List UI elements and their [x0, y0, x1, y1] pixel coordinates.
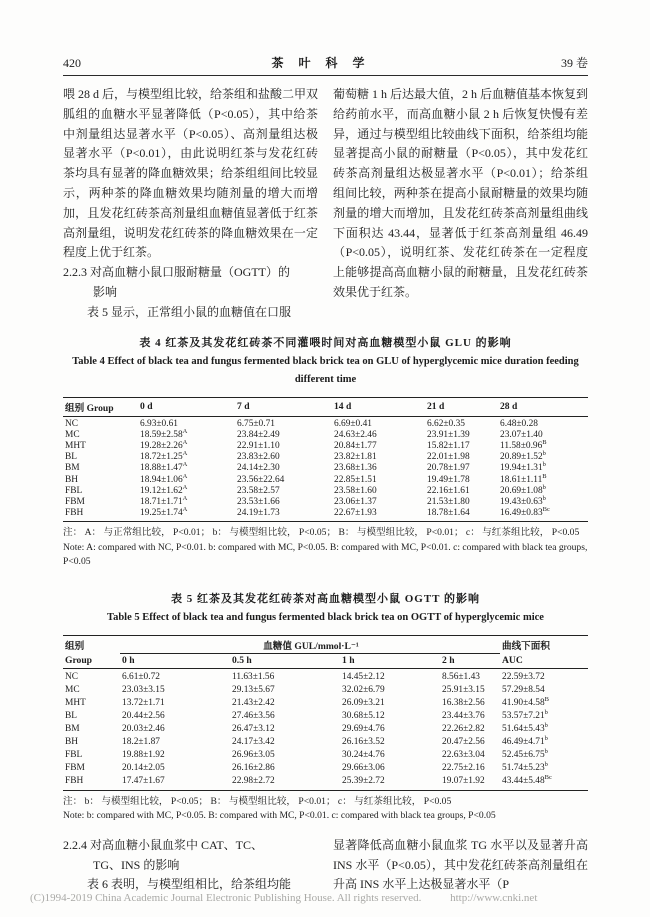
- table-cell: BL: [65, 452, 77, 463]
- paragraph: 显著降低高血糖小鼠血浆 TG 水平以及显著升高 INS 水平（P<0.05），其中发花红砖茶高剂量组在升高 INS 水平上达极显著水平（P: [333, 837, 588, 892]
- table-cell: 23.84±2.49: [237, 429, 280, 440]
- column-header: 1 h: [340, 653, 440, 668]
- table-cell: 20.44±2.56: [122, 710, 165, 721]
- table5-note: [63, 795, 588, 824]
- table-cell: 22.91±1.10: [237, 440, 280, 451]
- table-cell: $18.88\pm 1.47^A$: [140, 461, 188, 474]
- table4-caption: [63, 334, 588, 389]
- table-cell: 29.66±3.06: [342, 762, 385, 773]
- table-cell: 26.47±3.12: [232, 723, 275, 734]
- table-cell: 23.58±2.57: [237, 485, 280, 496]
- table-row: [63, 723, 588, 736]
- table-cell: 6.75±0.71: [237, 418, 275, 429]
- column-header: 14 d: [332, 397, 425, 416]
- table4-caption-en: Table 4 Effect of black tea and fungus fermented black brick tea on GLU of hyperglycemic mice duration feeding different time: [72, 355, 579, 385]
- auc-header-cn: 曲线下面积: [502, 641, 550, 653]
- table-row: [63, 697, 588, 710]
- table-cell: 22.98±2.72: [232, 775, 275, 786]
- table5-header-row2: [63, 653, 588, 668]
- table4-caption-cn: 表 4 红茶及其发花红砖茶不同灌喂时间对高血糖模型小鼠 GLU 的影响: [139, 336, 512, 349]
- table-cell: 46.49±4.71$^b$: [502, 734, 548, 747]
- table-cell: 29.69±4.76: [342, 723, 385, 734]
- table-cell: $18.71\pm 1.71^A$: [140, 494, 188, 507]
- table-cell: 22.63±3.04: [442, 749, 485, 760]
- table-cell: 6.69±0.41: [334, 418, 372, 429]
- table5-caption-cn: 表 5 红茶及其发花红砖茶对高血糖模型小鼠 OGTT 的影响: [170, 592, 481, 605]
- scan-footer: [30, 892, 626, 904]
- table-cell: 23.07±1.40: [500, 429, 543, 440]
- table-cell: 24.17±3.42: [232, 736, 275, 747]
- table-cell: 51.64±5.43$^b$: [502, 721, 548, 734]
- table-cell: 22.59±3.72: [502, 671, 545, 682]
- table-cell: 14.45±2.12: [342, 671, 385, 682]
- table-cell: $19.25\pm 1.74^A$: [140, 506, 188, 519]
- table-cell: 24.19±1.73: [237, 508, 280, 519]
- table-cell: 22.01±1.98: [427, 452, 470, 463]
- right-column: [333, 85, 588, 323]
- table-row: [63, 463, 588, 474]
- section-heading-224: 2.2.4 对高血糖小鼠血浆中 CAT、TC、: [63, 837, 264, 852]
- paragraph: 表 6 表明，与模型组相比，给茶组均能: [87, 877, 292, 892]
- table-cell: 20.89±1.52$^b$: [500, 450, 546, 463]
- table-cell: BM: [65, 723, 80, 734]
- table5-note-en: Note: b: compared with MC, P<0.05. B: compared with MC, P<0.01. c: compared with black tea groups, P<0.05: [63, 810, 496, 822]
- table-cell: $18.94\pm 1.06^A$: [140, 472, 188, 485]
- column-header: AUC: [500, 653, 588, 668]
- bottom-left-column: [63, 836, 318, 895]
- table-cell: 29.13±5.67: [232, 684, 275, 695]
- table-cell: 20.14±2.05: [122, 762, 165, 773]
- column-header: 21 d: [425, 397, 498, 416]
- table-cell: $18.61\pm 1.11^B$: [500, 472, 547, 485]
- table-row: [63, 749, 588, 762]
- table-cell: $41.90\pm 4.58^B$: [502, 695, 549, 708]
- table-cell: 8.56±1.43: [442, 671, 480, 682]
- table-row: [63, 762, 588, 775]
- table-cell: 19.07±1.92: [442, 775, 485, 786]
- table-cell: 51.74±5.23$^b$: [502, 760, 548, 773]
- table-cell: $18.59\pm 2.58^A$: [140, 427, 188, 440]
- table-cell: 23.82±1.81: [334, 452, 377, 463]
- table-cell: BH: [65, 736, 79, 747]
- table-row: [63, 497, 588, 508]
- table-cell: 22.75±2.16: [442, 762, 485, 773]
- table-cell: 23.03±3.15: [122, 684, 165, 695]
- table-cell: BM: [65, 463, 80, 474]
- cnki-url: http://www.cnki.net: [450, 892, 538, 904]
- column-header: Group: [63, 653, 120, 668]
- table-cell: NC: [65, 671, 79, 682]
- table-cell: FBM: [65, 762, 85, 773]
- table-cell: BH: [65, 474, 79, 485]
- column-header: 28 d: [498, 397, 588, 416]
- table-cell: 6.48±0.28: [500, 418, 538, 429]
- table4: [63, 397, 588, 523]
- table-cell: 21.43±2.42: [232, 697, 275, 708]
- table-row: [63, 486, 588, 497]
- table4-note: [63, 526, 588, 570]
- table-cell: FBL: [65, 485, 83, 496]
- table-cell: 15.82±1.17: [427, 440, 470, 451]
- table-cell: 19.88±1.92: [122, 749, 165, 760]
- bottom-text-columns: [63, 836, 588, 895]
- table5-note-cn: 注： b： 与模型组比较， P<0.05； B： 与模型组比较， P<0.01； c： 与红茶组比较， P<0.05: [63, 795, 452, 807]
- table-cell: $43.44\pm 5.48^{Bc}$: [502, 773, 552, 786]
- table-cell: 6.61±0.72: [122, 671, 160, 682]
- table-row: [63, 441, 588, 452]
- table5-caption-en: Table 5 Effect of black tea and fungus fermented black brick tea on OGTT of hyperglycemic mice: [107, 611, 544, 623]
- table-cell: FBH: [65, 508, 84, 519]
- body-text-columns: [63, 85, 588, 323]
- table-cell: NC: [65, 418, 79, 429]
- table-cell: MC: [65, 429, 80, 440]
- table-row: [63, 416, 588, 430]
- glucose-span-header: 血糖值 GUL/mmol·L⁻¹: [120, 635, 500, 653]
- table-cell: 23.06±1.37: [334, 496, 377, 507]
- table-cell: FBM: [65, 496, 85, 507]
- table-cell: 20.78±1.97: [427, 463, 470, 474]
- table-cell: 23.44±3.76: [442, 710, 485, 721]
- table-cell: MHT: [65, 697, 86, 708]
- table-cell: FBH: [65, 775, 84, 786]
- table-cell: 26.09±3.21: [342, 697, 385, 708]
- table-cell: 19.49±1.78: [427, 474, 470, 485]
- table-cell: 23.83±2.60: [237, 452, 280, 463]
- table-cell: $11.58\pm 0.96^B$: [500, 438, 547, 451]
- table-cell: 20.84±1.77: [334, 440, 377, 451]
- table5-caption: [63, 590, 588, 627]
- table-cell: 20.47±2.56: [442, 736, 485, 747]
- running-head: [63, 54, 588, 71]
- column-header: 0.5 h: [230, 653, 340, 668]
- section-heading-223: 2.2.3 对高血糖小鼠口服耐糖量（OGTT）的: [63, 265, 290, 280]
- column-header: 0 h: [120, 653, 230, 668]
- table5: [63, 635, 588, 791]
- table-row: [63, 475, 588, 486]
- column-header: 组别 Group: [63, 397, 138, 416]
- table-cell: 30.24±4.76: [342, 749, 385, 760]
- table-cell: 53.57±7.21$^b$: [502, 708, 548, 721]
- table-cell: 27.46±3.56: [232, 710, 275, 721]
- header-rule: [63, 75, 588, 76]
- table-row: [63, 775, 588, 791]
- table-cell: $18.72\pm 1.25^A$: [140, 450, 188, 463]
- table-cell: 18.78±1.64: [427, 508, 470, 519]
- table-row: [63, 736, 588, 749]
- table-row: [63, 508, 588, 522]
- page-number: 420: [63, 56, 81, 70]
- left-column: [63, 85, 318, 323]
- table-cell: 23.91±1.39: [427, 429, 470, 440]
- table-cell: 22.26±2.82: [442, 723, 485, 734]
- table-cell: 25.39±2.72: [342, 775, 385, 786]
- table-cell: 24.14±2.30: [237, 463, 280, 474]
- table-cell: 13.72±1.71: [122, 697, 165, 708]
- table-cell: 22.85±1.51: [334, 474, 377, 485]
- table-cell: 22.67±1.93: [334, 508, 377, 519]
- table-row: [63, 668, 588, 684]
- table-cell: FBL: [65, 749, 83, 760]
- table4-header-row: [63, 397, 588, 416]
- column-header: 7 d: [235, 397, 332, 416]
- table-cell: 11.63±1.56: [232, 671, 275, 682]
- table-cell: $19.28\pm 2.26^A$: [140, 438, 188, 451]
- table-cell: 32.02±6.79: [342, 684, 385, 695]
- table5-header-row1: [63, 635, 588, 653]
- table-cell: 24.63±2.46: [334, 429, 377, 440]
- table-cell: 21.53±1.80: [427, 496, 470, 507]
- volume-label: 39 卷: [560, 56, 588, 70]
- table-cell: 23.68±1.36: [334, 463, 377, 474]
- paragraph: 葡萄糖 1 h 后达最大值，2 h 后血糖值基本恢复到给药前水平，而高血糖小鼠 2 h 后恢复快慢有差异，通过与模型组比较曲线下面积，给茶组均能显著提高小鼠的耐糖量（P<0.05），其中发花红砖茶高剂量组达极显著水平（P<0.01）；给茶组组间比较，两种茶在提高小鼠耐糖量的效果均随剂量的增大而增加，且发花红砖茶高剂量组曲线下面积达 43.44，显著低于红茶高剂量组 46.49（P<0.05），说明红茶、发花红砖茶在一定程度上能够提高高血糖小鼠的耐糖量，且发花红砖茶效果优于红茶。: [333, 87, 589, 299]
- column-header: 0 d: [138, 397, 235, 416]
- table-cell: 23.53±1.66: [237, 496, 280, 507]
- table-cell: 26.16±3.52: [342, 736, 385, 747]
- table-cell: 25.91±3.15: [442, 684, 485, 695]
- table-cell: MHT: [65, 440, 86, 451]
- table-cell: 22.16±1.61: [427, 485, 470, 496]
- bottom-right-column: [333, 836, 588, 895]
- table-cell: 18.2±1.87: [122, 736, 160, 747]
- table-row: [63, 430, 588, 441]
- table-cell: 26.96±3.05: [232, 749, 275, 760]
- table-row: [63, 684, 588, 697]
- table-row: [63, 452, 588, 463]
- table4-note-cn: 注： A： 与正常组比较， P<0.01； b： 与模型组比较， P<0.05； B： 与模型组比较， P<0.01； c： 与红茶组比较， P<0.05: [63, 527, 580, 539]
- table-cell: 17.47±1.67: [122, 775, 165, 786]
- column-header: 组别: [65, 641, 85, 653]
- table-row: [63, 710, 588, 723]
- table-cell: 52.45±6.75$^b$: [502, 747, 548, 760]
- copyright-text: (C)1994-2019 China Academic Journal Electronic Publishing House. All rights reserved.: [30, 892, 422, 904]
- table-cell: MC: [65, 684, 80, 695]
- table-cell: 57.29±8.54: [502, 684, 545, 695]
- table-cell: 6.62±0.35: [427, 418, 465, 429]
- table-cell: 20.69±1.08$^b$: [500, 483, 546, 496]
- paragraph: 表 5 显示，正常组小鼠的血糖值在口服: [87, 304, 292, 319]
- table-cell: 19.94±1.31$^b$: [500, 461, 546, 474]
- table-cell: BL: [65, 710, 77, 721]
- table-cell: 23.56±22.64: [237, 474, 285, 485]
- table-cell: 26.16±2.86: [232, 762, 275, 773]
- table-cell: $19.12\pm 1.62^A$: [140, 483, 188, 496]
- table4-note-en: Note: A: compared with NC, P<0.01. b: compared with MC, P<0.05. B: compared with MC, P<0.01. c: compared with black tea groups, P<0.05: [63, 541, 588, 568]
- journal-title: 茶 叶 科 学: [271, 56, 371, 70]
- section-heading-223-cont: 影响: [93, 284, 118, 299]
- paragraph: 喂 28 d 后，与模型组比较，给茶组和盐酸二甲双胍组的血糖水平显著降低（P<0.05），其中给茶中剂量组达显著水平（P<0.05）、高剂量组达极显著水平（P<0.01），由此说明红茶与发花红砖茶均具有显著的降血糖效果；给茶组组间比较显示，两种茶的降血糖效果均随剂量的增大而增加，且发花红砖茶高剂量组血糖值显著低于红茶高剂量组，说明发花红砖茶的降血糖效果在一定程度上优于红茶。: [63, 87, 319, 260]
- table-cell: 30.68±5.12: [342, 710, 385, 721]
- table-cell: $16.49\pm 0.83^{Bc}$: [500, 506, 550, 519]
- table-cell: 19.43±0.63$^b$: [500, 494, 546, 507]
- table-cell: 23.58±1.60: [334, 485, 377, 496]
- table-cell: 20.03±2.46: [122, 723, 165, 734]
- column-header: 2 h: [440, 653, 500, 668]
- table-cell: 6.93±0.61: [140, 418, 178, 429]
- section-heading-224-cont: TG、INS 的影响: [93, 857, 180, 872]
- table-cell: 16.38±2.56: [442, 697, 485, 708]
